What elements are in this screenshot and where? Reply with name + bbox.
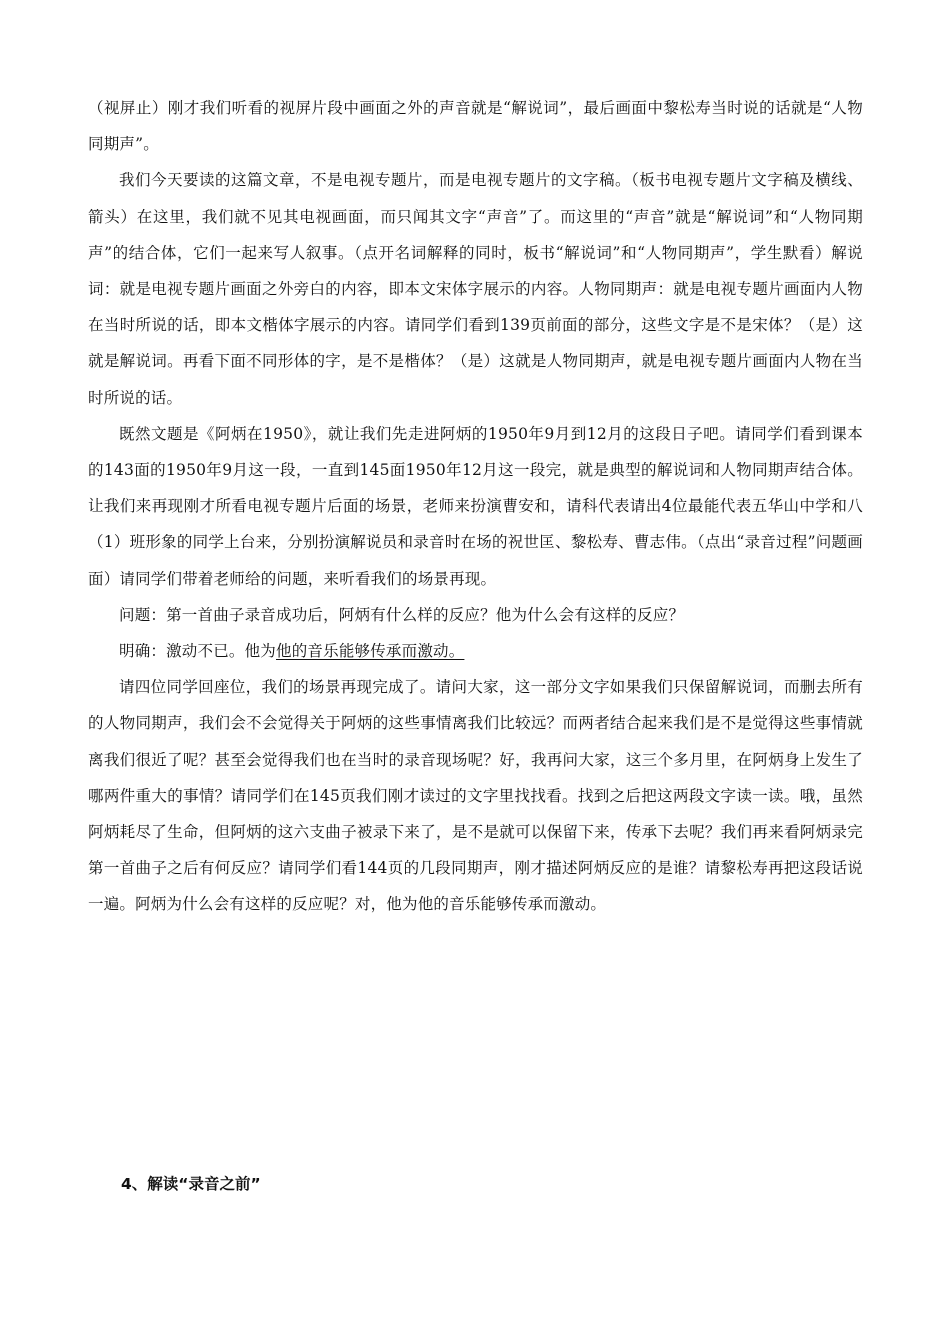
paragraph-text-manuscript: 我们今天要读的这篇文章，不是电视专题片，而是电视专题片的文字稿。（板书电视专题片文字稿及横线、箭头）在这里，我们就不见其电视画面，而只闻其文字“声音”了。而这里的“声音”就是“解说词”和“人物同期声”的结合体，它们一起来写人叙事。（点开名词解释的同时，板书“解说词”和“人物同期声”，学生默看）解说词：就是电视专题片画面之外旁白的内容，即本文宋体字展示的内容。人物同期声：就是电视专题片画面内人物在当时所说的话，即本文楷体字展示的内容。请同学们看到139页前面的部分，这些文字是不是宋体？（是）这就是解说词。再看下面不同形体的字，是不是楷体？（是）这就是人物同期声，就是电视专题片画面内人物在当时所说的话。 xyxy=(88,171,863,407)
answer-prefix: 明确：激动不已。他为 xyxy=(119,642,277,661)
section-heading: 4、解读“录音之前” xyxy=(121,1175,261,1193)
paragraph-answer xyxy=(88,633,863,669)
answer-underlined: 他的音乐能够传承而激动。 xyxy=(276,642,465,661)
paragraph-abing-1950: 既然文题是《阿炳在1950》，就让我们先走进阿炳的1950年9月到12月的这段日子吧。请同学们看到课本的143面的1950年9月这一段，一直到145面1950年12月这一段完，就是典型的解说词和人物同期声结合体。让我们来再现刚才所看电视专题片后面的场景，老师来扮演曹安和，请科代表请出4位最能代表五华山中学和八（1）班形象的同学上台来，分别扮演解说员和录音时在场的祝世匡、黎松寿、曹志伟。（点出“录音过程”问题画面）请同学们带着老师给的问题，来听看我们的场景再现。 xyxy=(88,424,863,588)
paragraph-scene-complete: 请四位同学回座位，我们的场景再现完成了。请问大家，这一部分文字如果我们只保留解说词，而删去所有的人物同期声，我们会不会觉得关于阿炳的这些事情离我们比较远？而两者结合起来我们是不是觉得这些事情就离我们很近了呢？甚至会觉得我们也在当时的录音现场呢？好，我再问大家，这三个多月里，在阿炳身上发生了哪两件重大的事情？请同学们在145页我们刚才读过的文字里找找看。找到之后把这两段文字读一读。哦，虽然阿炳耗尽了生命，但阿炳的这六支曲子被录下来了，是不是就可以保留下来，传承下去呢？我们再来看阿炳录完第一首曲子之后有何反应？请同学们看144页的几段同期声，刚才描述阿炳反应的是谁？请黎松寿再把这段话说一遍。阿炳为什么会有这样的反应呢？对，他为他的音乐能够传承而激动。 xyxy=(88,678,863,914)
paragraph-question: 问题：第一首曲子录音成功后，阿炳有什么样的反应？他为什么会有这样的反应？ xyxy=(119,605,685,624)
paragraph-video-stop: （视屏止）刚才我们听看的视屏片段中画面之外的声音就是“解说词”，最后画面中黎松寿当时说的话就是“人物同期声”。 xyxy=(88,99,863,154)
document-body xyxy=(88,90,863,923)
